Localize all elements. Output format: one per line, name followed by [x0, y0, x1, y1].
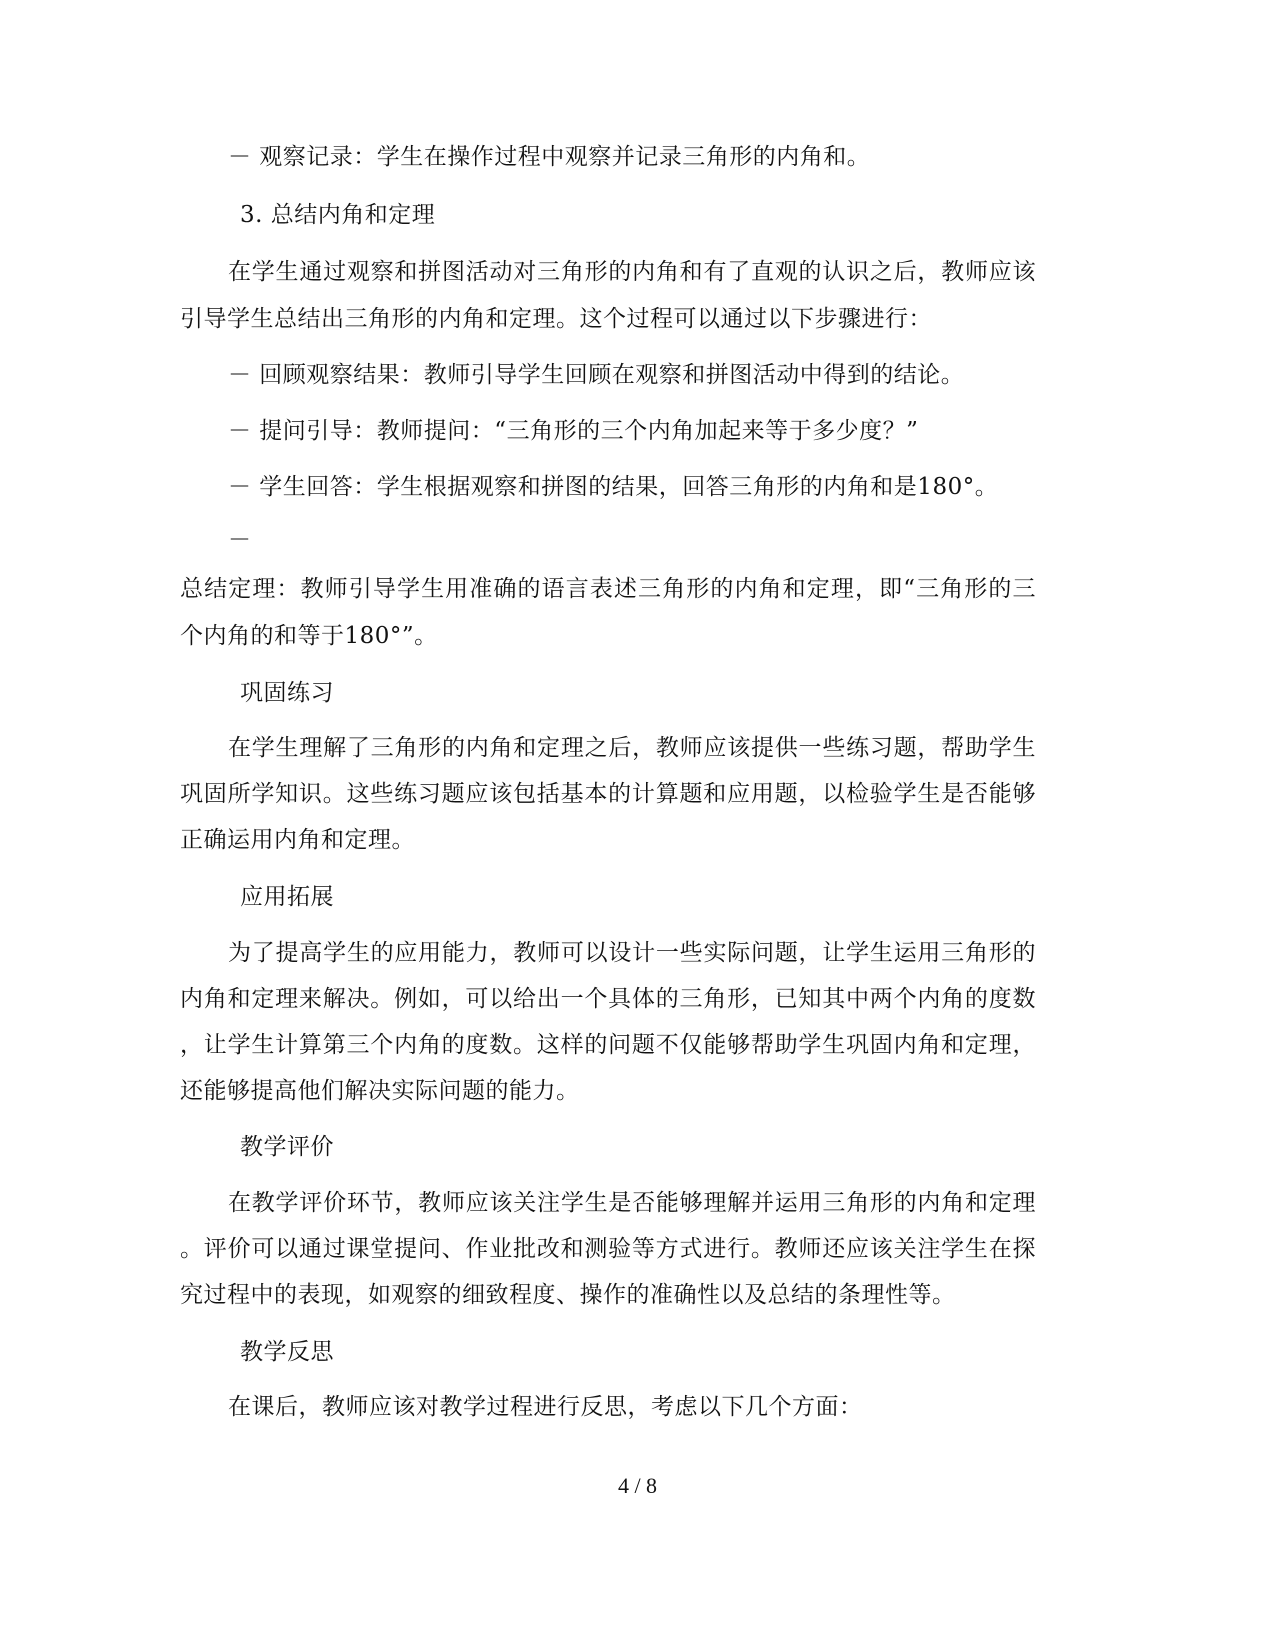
section-heading-reflection: 教学反思: [240, 1339, 334, 1365]
list-item-review-results: － 回顾观察结果：教师引导学生回顾在观察和拼图活动中得到的结论。: [228, 362, 965, 388]
section-heading-summary-theorem: 3. 总结内角和定理: [240, 202, 436, 228]
paragraph-line: 究过程中的表现，如观察的细致程度、操作的准确性以及总结的条理性等。: [180, 1282, 956, 1308]
paragraph-line: 总结定理：教师引导学生用准确的语言表述三角形的内角和定理，即“三角形的三: [180, 576, 1036, 602]
list-item-observation-record: － 观察记录：学生在操作过程中观察并记录三角形的内角和。: [228, 144, 871, 170]
paragraph-line: 在学生通过观察和拼图活动对三角形的内角和有了直观的认识之后，教师应该: [228, 259, 1036, 285]
page-number: 4 / 8: [617, 1473, 658, 1498]
paragraph-line: 还能够提高他们解决实际问题的能力。: [180, 1078, 580, 1104]
paragraph-line: 在学生理解了三角形的内角和定理之后，教师应该提供一些练习题，帮助学生: [228, 735, 1036, 761]
list-item-dash: －: [228, 527, 252, 553]
paragraph-line: 正确运用内角和定理。: [180, 827, 415, 853]
paragraph-line: 。评价可以通过课堂提问、作业批改和测验等方式进行。教师还应该关注学生在探: [180, 1236, 1036, 1262]
list-item-question-guide: － 提问引导：教师提问：“三角形的三个内角加起来等于多少度？”: [228, 418, 919, 444]
section-heading-practice: 巩固练习: [240, 680, 334, 706]
paragraph-line: 引导学生总结出三角形的内角和定理。这个过程可以通过以下步骤进行：: [180, 306, 932, 332]
paragraph-line: 在教学评价环节，教师应该关注学生是否能够理解并运用三角形的内角和定理: [228, 1190, 1036, 1216]
paragraph-line: ，让学生计算第三个内角的度数。这样的问题不仅能够帮助学生巩固内角和定理，: [180, 1032, 1036, 1058]
paragraph-line: 内角和定理来解决。例如，可以给出一个具体的三角形，已知其中两个内角的度数: [180, 986, 1036, 1012]
paragraph-line: 巩固所学知识。这些练习题应该包括基本的计算题和应用题，以检验学生是否能够: [180, 781, 1036, 807]
paragraph-line: 为了提高学生的应用能力，教师可以设计一些实际问题，让学生运用三角形的: [228, 940, 1036, 966]
paragraph-line: 个内角的和等于180°”。: [180, 623, 438, 649]
section-heading-application: 应用拓展: [240, 884, 334, 910]
list-item-student-answer: － 学生回答：学生根据观察和拼图的结果，回答三角形的内角和是180°。: [228, 474, 999, 500]
section-heading-evaluation: 教学评价: [240, 1134, 334, 1160]
paragraph-line: 在课后，教师应该对教学过程进行反思，考虑以下几个方面：: [228, 1394, 863, 1420]
